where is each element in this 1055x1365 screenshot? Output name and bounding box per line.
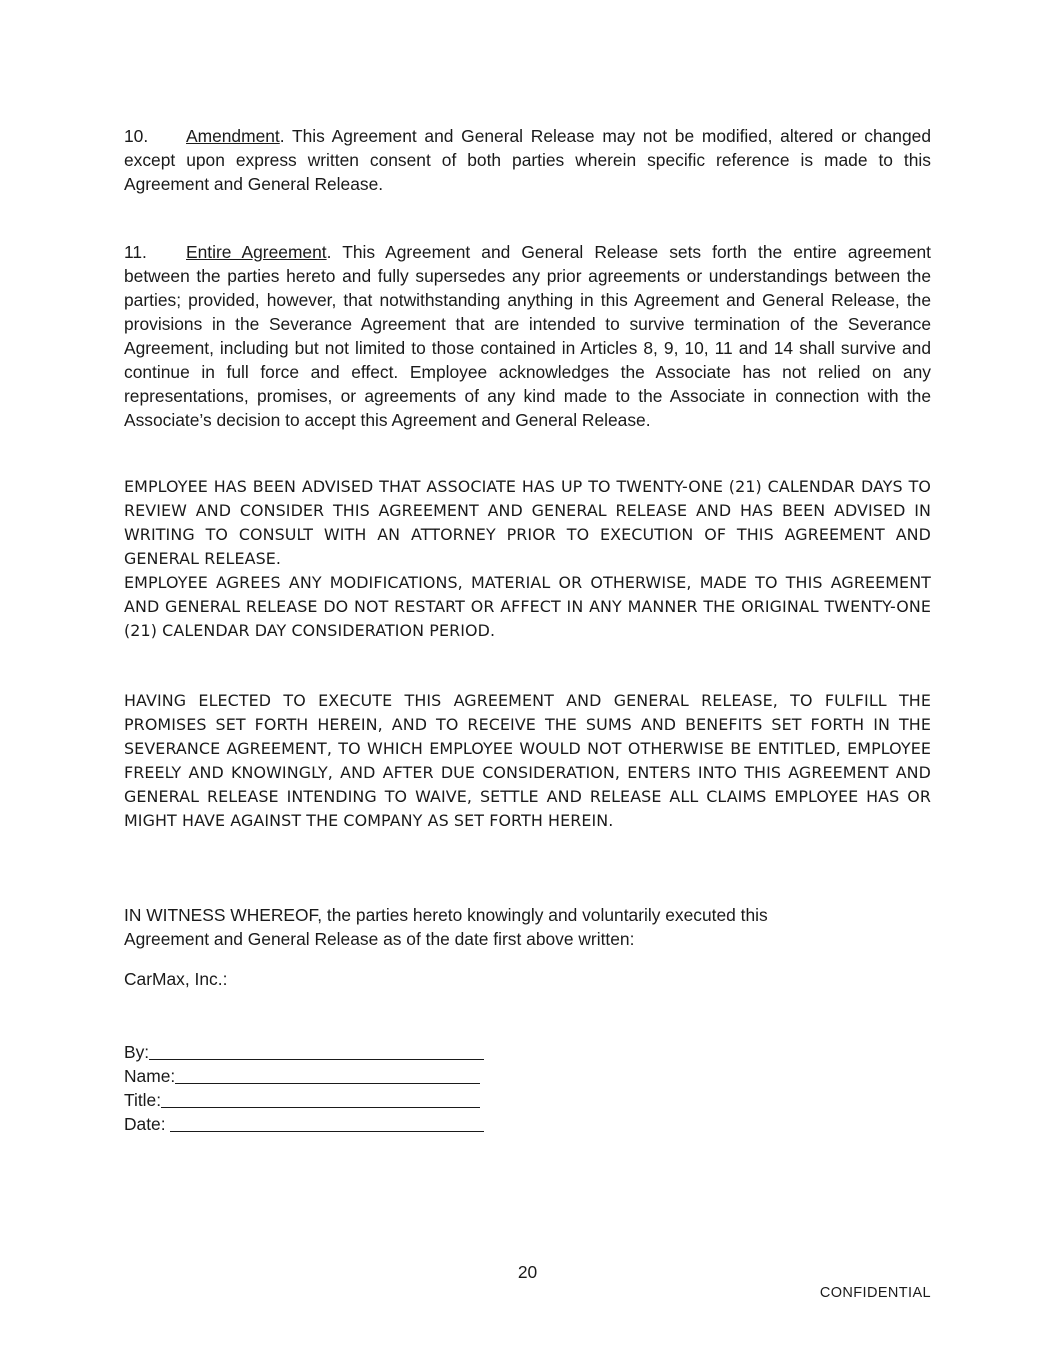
section-number: 10. — [124, 126, 149, 146]
signature-date-row — [124, 1112, 484, 1136]
election-notice — [124, 689, 931, 833]
signature-title-row — [124, 1088, 484, 1112]
date-label: Date: — [124, 1114, 171, 1134]
signature-block — [124, 1040, 484, 1136]
witness-clause — [124, 903, 931, 951]
name-label: Name: — [124, 1066, 176, 1086]
by-signature-line — [149, 1041, 484, 1060]
date-signature-line — [170, 1113, 484, 1132]
signature-name-row — [124, 1064, 484, 1088]
section-body: . This Agreement and General Release sets forth the entire agreement between the parties hereto and fully supersedes any prior agreements or understandings between the parties; provided, however, that notwithstanding anything in this Agreement and General Release, the provisions in the Severance Agreement that are intended to survive termination of the Severance Agreement, including but not limited to those contained in Articles 8, 9, 10, 11 and 14 shall survive and continue in full force and effect. Employee acknowledges the Associate has not relied on any representations, promises, or agreements of any kind made to the Associate in connection with the Associate’s decision to accept this Agreement and General Release. — [124, 242, 931, 430]
advised-notice: EMPLOYEE HAS BEEN ADVISED THAT ASSOCIATE HAS UP TO TWENTY-ONE (21) CALENDAR DAYS TO REVIEW AND CONSIDER THIS AGREEMENT AND GENERAL RELEASE AND HAS BEEN ADVISED IN WRITING TO CONSULT WITH AN ATTORNEY PRIOR TO EXECUTION OF THIS AGREEMENT AND GENERAL RELEASE. — [124, 477, 931, 568]
section-10-amendment — [124, 124, 931, 196]
title-label: Title: — [124, 1090, 162, 1110]
page-number: 20 — [517, 1262, 538, 1282]
section-heading: Amendment — [186, 126, 280, 146]
section-11-entire-agreement — [124, 240, 931, 432]
section-number: 11. — [124, 242, 147, 262]
confidential-label: CONFIDENTIAL — [819, 1285, 931, 1301]
elected-notice: HAVING ELECTED TO EXECUTE THIS AGREEMENT AND GENERAL RELEASE, TO FULFILL THE PROMISES SET FORTH HEREIN, AND TO RECEIVE THE SUMS AND BENEFITS SET FORTH IN THE SEVERANCE AGREEMENT, TO WHICH EMPLOYEE WOULD NOT OTHERWISE BE ENTITLED, EMPLOYEE FREELY AND KNOWINGLY, AND AFTER DUE CONSIDERATION, ENTERS INTO THIS AGREEMENT AND GENERAL RELEASE INTENDING TO WAIVE, SETTLE AND RELEASE ALL CLAIMS EMPLOYEE HAS OR MIGHT HAVE AGAINST THE COMPANY AS SET FORTH HEREIN. — [124, 691, 931, 830]
signature-by-row — [124, 1040, 484, 1064]
witness-line-2: Agreement and General Release as of the date first above written: — [124, 929, 635, 949]
by-label: By: — [124, 1042, 150, 1062]
name-signature-line — [175, 1065, 480, 1084]
witness-line-1: IN WITNESS WHEREOF, the parties hereto knowingly and voluntarily executed this — [124, 905, 768, 925]
company-name: CarMax, Inc.: — [124, 969, 228, 989]
title-signature-line — [161, 1089, 480, 1108]
section-heading: Entire Agreement — [186, 242, 327, 262]
section-body: . This Agreement and General Release may not be modified, altered or changed except upon express written consent of both parties wherein specific reference is made to this Agreement and General Release. — [124, 126, 931, 194]
modifications-notice: EMPLOYEE AGREES ANY MODIFICATIONS, MATERIAL OR OTHERWISE, MADE TO THIS AGREEMENT AND GENERAL RELEASE DO NOT RESTART OR AFFECT IN ANY MANNER THE ORIGINAL TWENTY-ONE (21) CALENDAR DAY CONSIDERATION PERIOD. — [124, 573, 931, 640]
consideration-notice — [124, 475, 931, 643]
